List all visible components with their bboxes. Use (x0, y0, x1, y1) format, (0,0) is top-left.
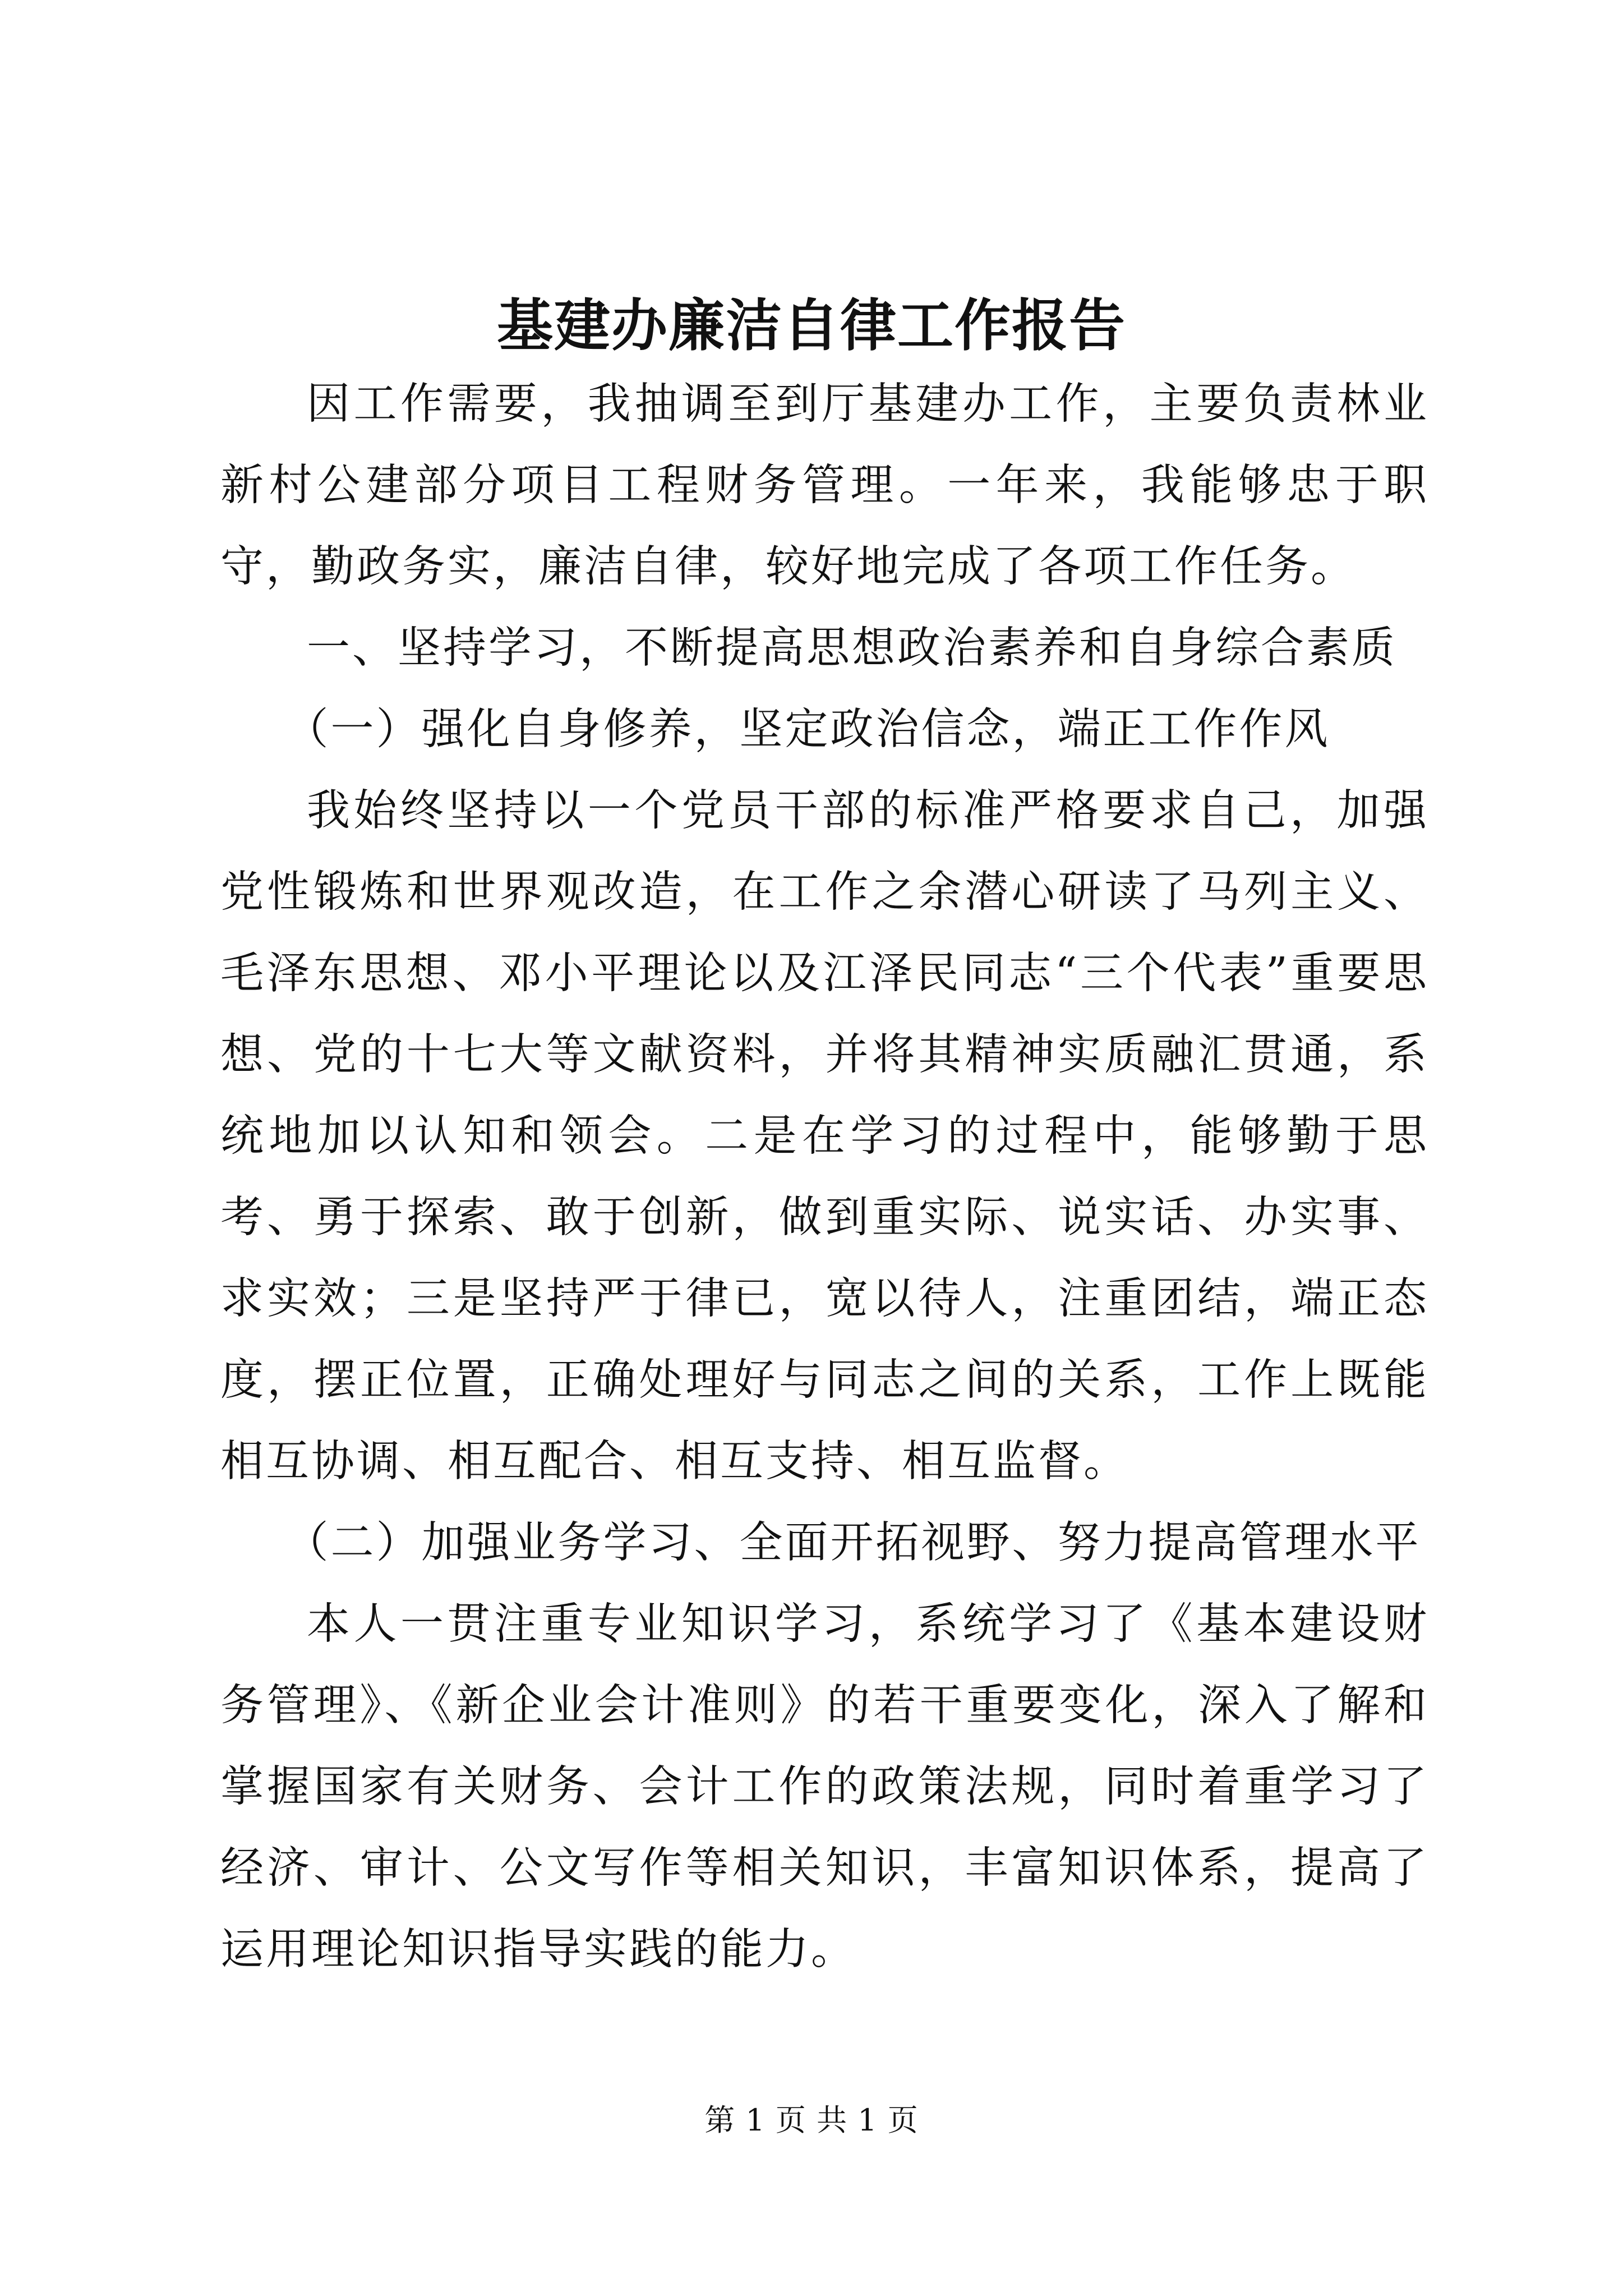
page-title: 基建办廉洁自律工作报告 (497, 292, 1126, 358)
document-body (220, 364, 1429, 1990)
paragraph-business-study: 本人一贯注重专业知识学习，系统学习了《基本建设财务管理》、《新企业会计准则》的若干重要变化，深入了解和掌握国家有关财务、会计工作的政策法规，同时着重学习了经济、审计、公文写作等相关知识，丰富知识体系，提高了运用理论知识指导实践的能力。 (220, 1599, 1429, 1975)
page-footer: 第 1 页 共 1 页 (704, 2102, 919, 2138)
paragraph-self-cultivation: 我始终坚持以一个党员干部的标准严格要求自己，加强党性锻炼和世界观改造，在工作之余潜心研读了马列主义、毛泽东思想、邓小平理论以及江泽民同志“三个代表”重要思想、党的十七大等文献资料，并将其精神实质融汇贯通，系统地加以认知和领会。二是在学习的过程中，能够勤于思考、勇于探索、敢于创新，做到重实际、说实话、办实事、求实效；三是坚持严于律已，宽以待人，注重团结，端正态度，摆正位置，正确处理好与同志之间的关系，工作上既能相互协调、相互配合、相互支持、相互监督。 (220, 786, 1429, 1487)
paragraph-intro: 因工作需要，我抽调至到厅基建办工作，主要负责林业新村公建部分项目工程财务管理。一年来，我能够忠于职守，勤政务实，廉洁自律，较好地完成了各项工作任务。 (220, 379, 1429, 592)
section-heading-1: 一、坚持学习，不断提高思想政治素养和自身综合素质 (307, 623, 1397, 673)
subsection-heading-2: （二）加强业务学习、全面开拓视野、努力提高管理水平 (285, 1518, 1421, 1568)
subsection-heading-1: （一）强化自身修养，坚定政治信念，端正工作作风 (285, 705, 1330, 754)
